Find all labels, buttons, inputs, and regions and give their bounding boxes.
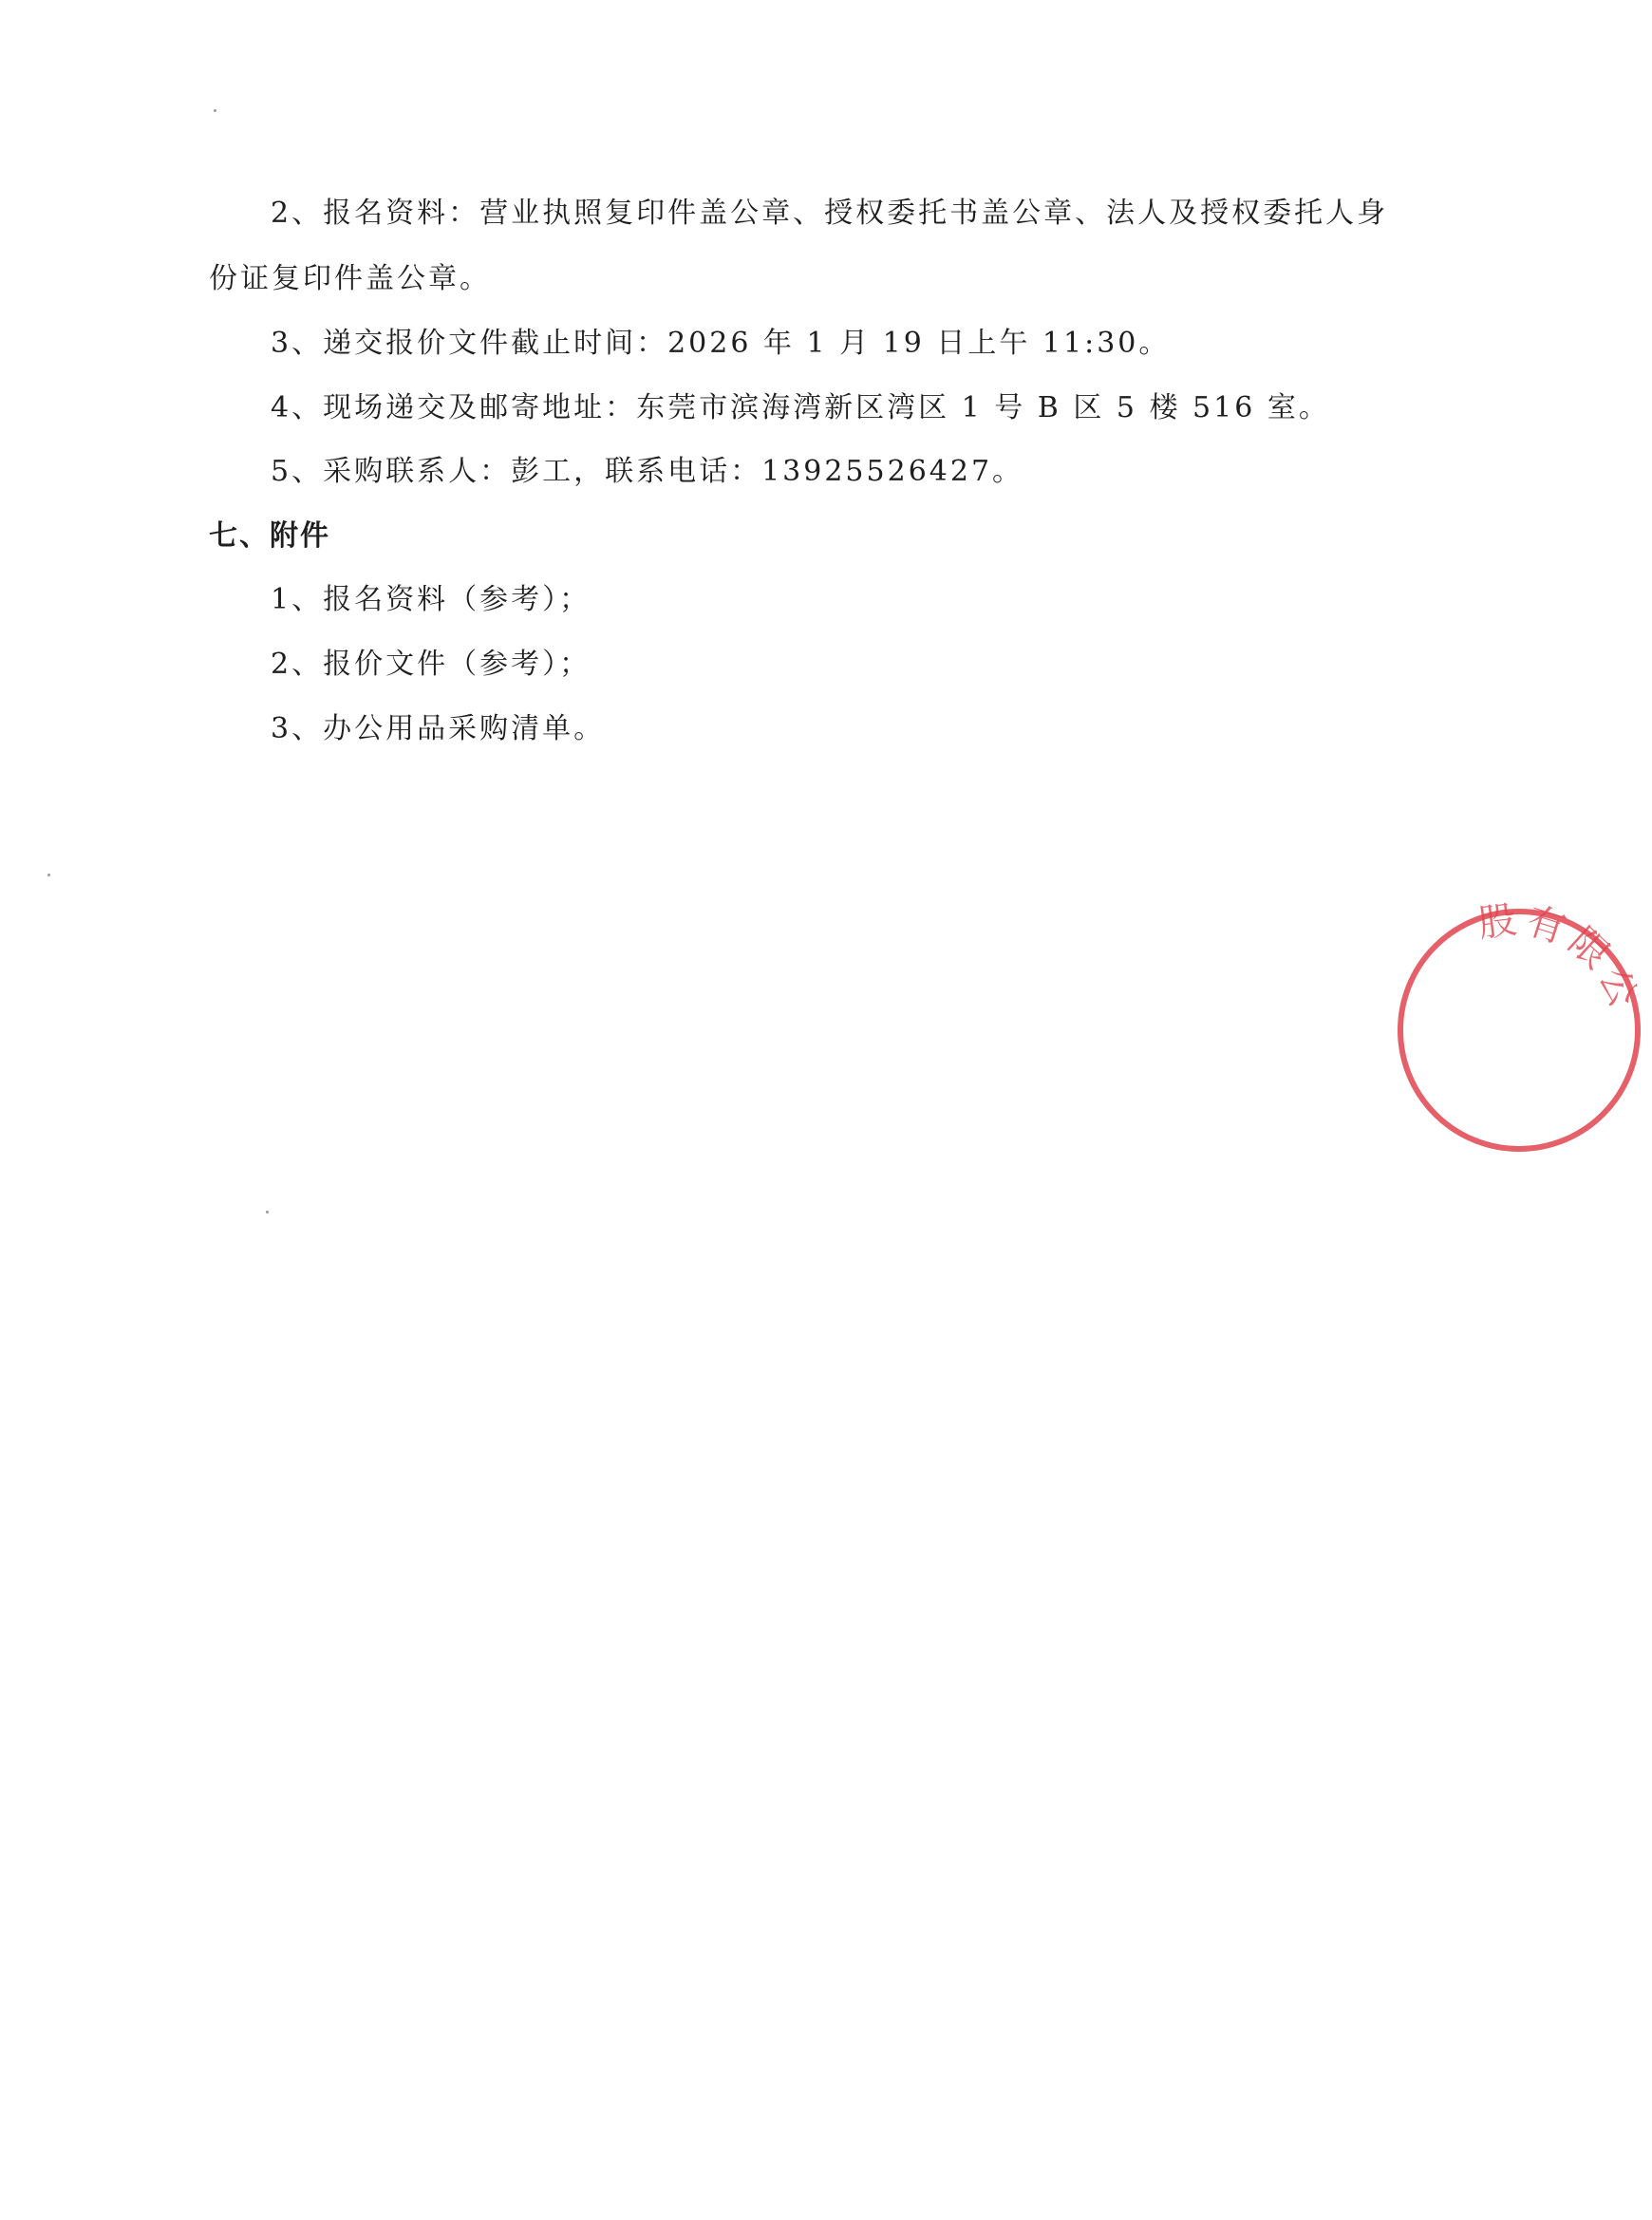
item-2-line-2: 份证复印件盖公章。 <box>209 262 491 295</box>
attachment-item-1: 1、报名资料（参考）； <box>271 583 591 616</box>
item-4-address: 4、现场递交及邮寄地址：东莞市滨海湾新区湾区 1 号 B 区 5 楼 516 室。 <box>271 391 1330 424</box>
scan-speck <box>266 1211 269 1213</box>
scan-speck <box>47 874 50 876</box>
company-seal-stamp <box>1386 897 1652 1163</box>
scan-speck <box>214 109 216 112</box>
item-3-deadline: 3、递交报价文件截止时间：2026 年 1 月 19 日上午 11:30。 <box>271 327 1171 360</box>
seal-text: 股有限公 <box>1475 897 1648 1019</box>
attachment-item-3: 3、办公用品采购清单。 <box>271 712 606 745</box>
item-2-line-1: 2、报名资料：营业执照复印件盖公章、授权委托书盖公章、法人及授权委托人身 <box>271 197 1389 230</box>
section-7-heading: 七、附件 <box>209 519 330 553</box>
item-5-contact: 5、采购联系人：彭工，联系电话：13925526427。 <box>271 455 1024 488</box>
attachment-item-2: 2、报价文件（参考）； <box>271 648 591 681</box>
